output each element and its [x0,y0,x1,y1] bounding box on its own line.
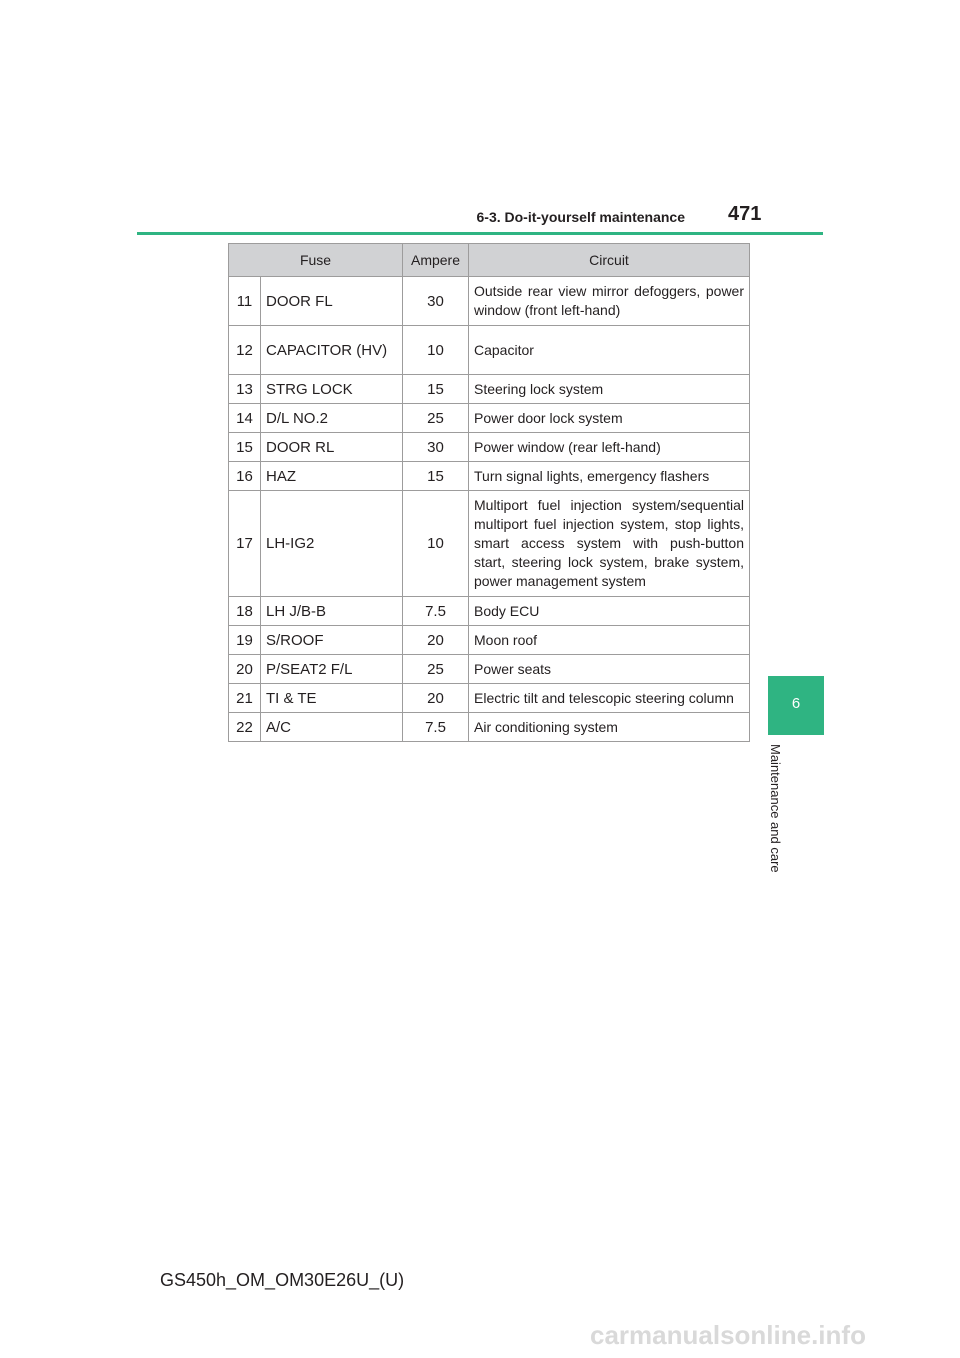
fuse-circuit: Air conditioning system [469,713,750,742]
fuse-name: P/SEAT2 F/L [261,655,403,684]
fuse-ampere: 30 [403,277,469,326]
document-code: GS450h_OM_OM30E26U_(U) [160,1270,405,1290]
fuse-name: DOOR FL [261,277,403,326]
fuse-circuit: Power seats [469,655,750,684]
chapter-label-text: Maintenance and care [768,744,783,873]
header-circuit: Circuit [469,244,750,277]
fuse-ampere: 7.5 [403,713,469,742]
table-row [229,626,750,655]
fuse-table [228,243,750,742]
chapter-label [768,744,792,894]
fuse-ampere: 25 [403,655,469,684]
header-divider [137,232,823,235]
fuse-circuit: Steering lock system [469,375,750,404]
fuse-ampere: 20 [403,626,469,655]
table-row [229,326,750,375]
fuse-name: DOOR RL [261,433,403,462]
fuse-ampere: 30 [403,433,469,462]
fuse-number: 13 [229,375,261,404]
fuse-circuit: Outside rear view mirror defoggers, power window (front left-hand) [469,277,750,326]
fuse-circuit: Capacitor [469,326,750,375]
fuse-ampere: 7.5 [403,597,469,626]
fuse-ampere: 15 [403,462,469,491]
fuse-name: A/C [261,713,403,742]
chapter-number: 6 [791,695,801,712]
watermark: carmanualsonline.info [590,1320,866,1350]
fuse-name: CAPACITOR (HV) [261,326,403,375]
fuse-circuit: Power window (rear left-hand) [469,433,750,462]
fuse-circuit: Multiport fuel injection system/sequential multiport fuel injection system, stop lights, smart access system with push-button start, steering lock system, brake system, power management system [469,491,750,597]
page-header [0,0,960,240]
fuse-number: 17 [229,491,261,597]
fuse-number: 11 [229,277,261,326]
fuse-circuit: Turn signal lights, emergency flashers [469,462,750,491]
page-number: 471 [728,203,762,225]
header-fuse: Fuse [229,244,403,277]
table-row [229,462,750,491]
fuse-number: 12 [229,326,261,375]
fuse-number: 22 [229,713,261,742]
fuse-number: 15 [229,433,261,462]
table-row [229,684,750,713]
fuse-name: TI & TE [261,684,403,713]
table-row [229,491,750,597]
section-title: 6-3. Do-it-yourself maintenance [476,209,685,225]
table-header-row [229,244,750,277]
fuse-ampere: 20 [403,684,469,713]
table-row [229,404,750,433]
fuse-ampere: 10 [403,326,469,375]
fuse-number: 20 [229,655,261,684]
fuse-ampere: 25 [403,404,469,433]
fuse-name: D/L NO.2 [261,404,403,433]
chapter-tab [768,676,824,735]
table-row [229,433,750,462]
fuse-number: 19 [229,626,261,655]
fuse-name: S/ROOF [261,626,403,655]
table-row [229,655,750,684]
table-row [229,597,750,626]
fuse-circuit: Body ECU [469,597,750,626]
fuse-circuit: Power door lock system [469,404,750,433]
table-row [229,375,750,404]
fuse-circuit: Electric tilt and telescopic steering column [469,684,750,713]
fuse-number: 14 [229,404,261,433]
table-row [229,277,750,326]
fuse-number: 18 [229,597,261,626]
fuse-circuit: Moon roof [469,626,750,655]
fuse-number: 21 [229,684,261,713]
table-row [229,713,750,742]
fuse-name: LH-IG2 [261,491,403,597]
fuse-ampere: 15 [403,375,469,404]
fuse-number: 16 [229,462,261,491]
header-ampere: Ampere [403,244,469,277]
fuse-name: STRG LOCK [261,375,403,404]
fuse-name: LH J/B-B [261,597,403,626]
fuse-ampere: 10 [403,491,469,597]
fuse-name: HAZ [261,462,403,491]
